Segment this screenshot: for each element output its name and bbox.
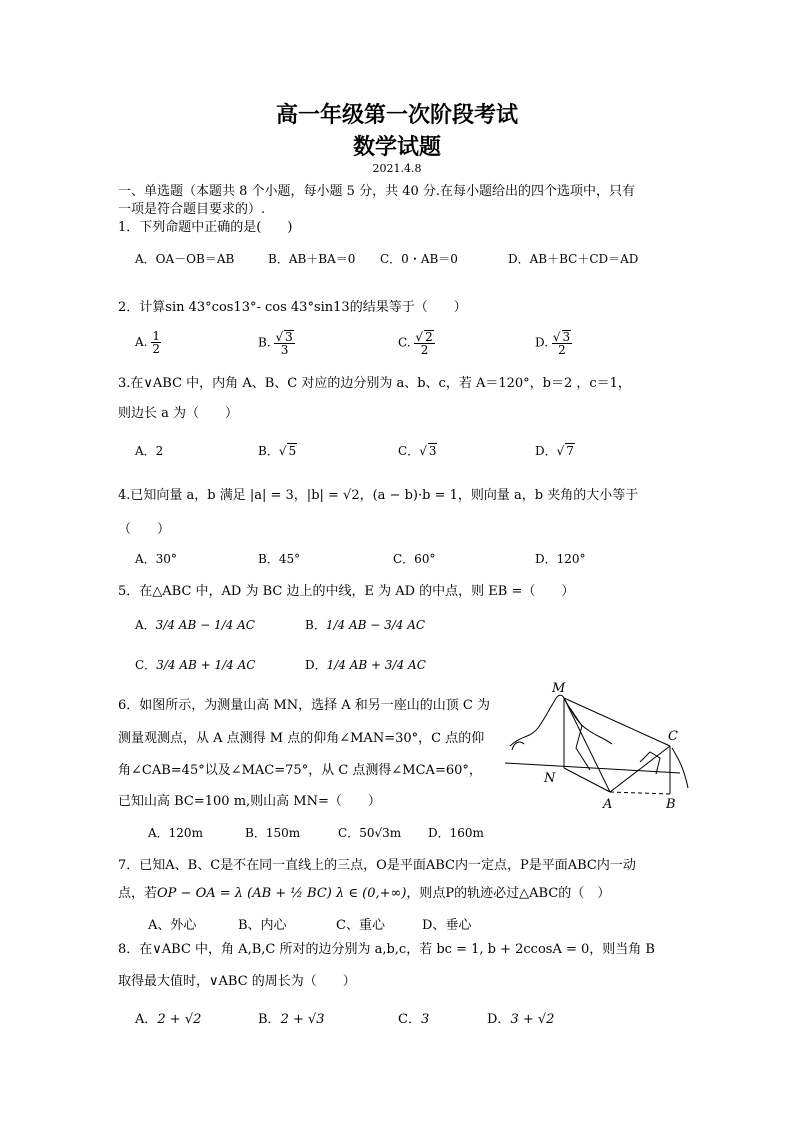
q7-option-d: D、垂心 xyxy=(422,918,472,933)
q2-option-d-label: D. xyxy=(535,335,549,350)
q3-option-d: D．√ 7 xyxy=(535,444,574,458)
q2-option-d-den: 2 xyxy=(558,343,566,357)
q7-line2-suffix: ，则点P的轨迹必过△ABC的（ ） xyxy=(406,886,611,901)
q5-option-b-label: B． xyxy=(305,618,326,632)
q4-option-b: B．45° xyxy=(258,552,301,566)
q4-option-c: C．60° xyxy=(393,552,436,566)
q5-option-b xyxy=(305,616,425,633)
q2-option-b-num: 3 xyxy=(285,330,293,344)
mountain-figure xyxy=(500,678,700,816)
q1-stem: 1．下列命题中正确的是( ) xyxy=(118,220,293,235)
q6-option-d: D．160m xyxy=(428,826,484,840)
q3-option-d-label: D． xyxy=(535,444,557,458)
q1-option-b: B．AB＋BA＝0 xyxy=(268,252,356,266)
figure-label-a: A xyxy=(603,797,613,812)
q8-option-d-label: D． xyxy=(487,1012,511,1027)
q5-option-d-expr: 1/4 AB + 3/4 AC xyxy=(326,658,426,672)
q2-option-b-den: 3 xyxy=(280,343,289,357)
q1-option-a: A．OA－OB＝AB xyxy=(135,252,235,266)
q3-stem-line2: 则边长 a 为（ ） xyxy=(118,406,239,421)
q5-option-b-expr: 1/4 AB − 3/4 AC xyxy=(325,618,426,632)
figure-label-b: B xyxy=(666,797,676,812)
q2-option-a-num: 1 xyxy=(152,329,160,343)
q6-option-c-value: 50√3m xyxy=(359,826,402,840)
q8-option-b-label: B． xyxy=(258,1012,281,1027)
q8-line1: 8．在∨ABC 中，角 A,B,C 所对的边分别为 a,b,c，若 bc = 1, b + 2ccosA = 0，则当角 B xyxy=(118,942,655,957)
q2-option-c-num: 2 xyxy=(425,330,433,344)
figure-label-n: N xyxy=(544,771,556,786)
q7-line2-expr: OP − OA = λ (AB + ½ BC) λ ∈ (0,+∞) xyxy=(157,886,407,901)
q7-option-b: B、内心 xyxy=(238,918,287,933)
exam-subtitle: 数学试题 xyxy=(352,134,441,160)
q5-option-d-label: D． xyxy=(305,658,327,672)
q6-option-c xyxy=(338,824,401,841)
q8-option-d xyxy=(487,1008,554,1027)
q5-option-c-expr: 3/4 AB + 1/4 AC xyxy=(156,658,256,672)
q8-line2: 取得最大值时，∨ABC 的周长为（ ） xyxy=(118,974,356,989)
q8-option-d-value: 3 + √2 xyxy=(510,1012,555,1027)
q2-option-b: B. $\frac{√ 3}{3}$ xyxy=(258,330,293,357)
q5-option-c-label: C． xyxy=(135,658,157,672)
q8-option-a-label: A． xyxy=(135,1012,158,1027)
q2-option-c: C. $\frac{√ 2}{2}$ xyxy=(398,330,433,357)
q3-option-b-label: B． xyxy=(258,444,279,458)
q8-option-a-value: 2 + √2 xyxy=(157,1012,202,1027)
q6-option-b: B．150m xyxy=(245,826,301,840)
q3-stem-line1: 3.在∨ABC 中，内角 A、B、C 对应的边分别为 a、b、c，若 A＝120°，b＝2 ，c＝1， xyxy=(118,376,631,391)
q2-option-a-label: A. xyxy=(135,335,148,349)
exam-title: 高一年级第一次阶段考试 xyxy=(275,102,518,128)
q5-stem: 5．在△ABC 中，AD 为 BC 边上的中线，E 为 AD 的中点，则 EB =（ ） xyxy=(118,584,575,599)
q5-option-c xyxy=(135,656,255,673)
q2-option-d: D. $\frac{√ 3}{2}$ xyxy=(535,330,571,357)
q7-line1: 7．已知A、B、C是不在同一直线上的三点，O是平面ABC内一定点，P是平面ABC内一动 xyxy=(118,858,636,873)
q5-option-d xyxy=(305,656,426,673)
q7-option-a: A、外心 xyxy=(148,918,197,933)
q2-option-a-den: 2 xyxy=(152,342,160,356)
q6-option-a: A．120m xyxy=(148,826,203,840)
q7-line2 xyxy=(118,882,610,901)
q2-option-a xyxy=(135,330,161,355)
q7-option-c: C、重心 xyxy=(336,918,385,933)
q2-option-d-num: 3 xyxy=(562,330,571,344)
q6-line3: 角∠CAB=45°以及∠MAC=75°，从 C 点测得∠MCA=60°， xyxy=(118,763,482,778)
q6-line2: 测量观测点，从 A 点测得 M 点的仰角∠MAN=30°，C 点的仰 xyxy=(118,731,485,746)
q3-option-d-value: 7 xyxy=(566,444,574,458)
q6-line4: 已知山高 BC=100 m,则山高 MN=（ ） xyxy=(118,794,381,809)
q1-option-d: D．AB＋BC＋CD＝AD xyxy=(508,252,639,266)
q4-option-a: A．30° xyxy=(135,552,177,566)
q3-option-a: A．2 xyxy=(135,444,164,458)
figure-label-c: C xyxy=(668,729,678,744)
figure-label-m: M xyxy=(552,681,566,696)
q3-option-b: B．√ 5 xyxy=(258,444,297,458)
q2-option-b-label: B. xyxy=(258,335,271,350)
q7-line2-prefix: 点，若 xyxy=(118,886,158,901)
q8-option-b xyxy=(258,1008,325,1027)
q5-option-a xyxy=(135,616,255,633)
q2-stem-prefix: 2．计算 xyxy=(118,300,166,315)
q3-option-c-value: 3 xyxy=(428,444,437,458)
q4-option-d: D．120° xyxy=(535,552,586,566)
q2-option-c-den: 2 xyxy=(420,343,429,357)
q6-option-c-label: C． xyxy=(338,826,360,840)
q8-option-c xyxy=(398,1008,429,1027)
section-heading-line2: 一项是符合题目要求的）. xyxy=(118,202,266,217)
q4-stem-line1: 4.已知向量 a，b 满足 |a| = 3，|b| = √2，(a − b)·b = 1，则向量 a，b 夹角的大小等于 xyxy=(118,488,639,503)
q4-stem-line2: （ ） xyxy=(118,522,171,537)
q3-option-c-label: C． xyxy=(398,444,420,458)
section-heading-line1: 一、单选题（本题共 8 个小题，每小题 5 分，共 40 分.在每小题给出的四个选项中，只有 xyxy=(118,184,636,199)
q8-option-b-value: 2 + √3 xyxy=(280,1012,325,1027)
q2-expression: sin 43°cos13°- cos 43°sin13 xyxy=(165,300,350,315)
q8-option-c-value: 3 xyxy=(420,1012,430,1027)
q5-option-a-expr: 3/4 AB − 1/4 AC xyxy=(155,618,255,632)
q2-stem-suffix: 的结果等于（ ） xyxy=(349,300,467,315)
q8-option-a xyxy=(135,1008,201,1027)
q1-option-c: C．0・AB＝0 xyxy=(380,252,458,266)
q8-option-c-label: C． xyxy=(398,1012,421,1027)
q5-option-a-label: A． xyxy=(135,618,156,632)
q2-option-c-label: C. xyxy=(398,335,411,350)
exam-date: 2021.4.8 xyxy=(372,162,422,175)
q6-line1: 6．如图所示，为测量山高 MN，选择 A 和另一座山的山顶 C 为 xyxy=(118,698,490,713)
q3-option-b-value: 5 xyxy=(288,444,297,458)
q3-option-c: C．√ 3 xyxy=(398,444,437,458)
q2-stem xyxy=(118,296,467,315)
